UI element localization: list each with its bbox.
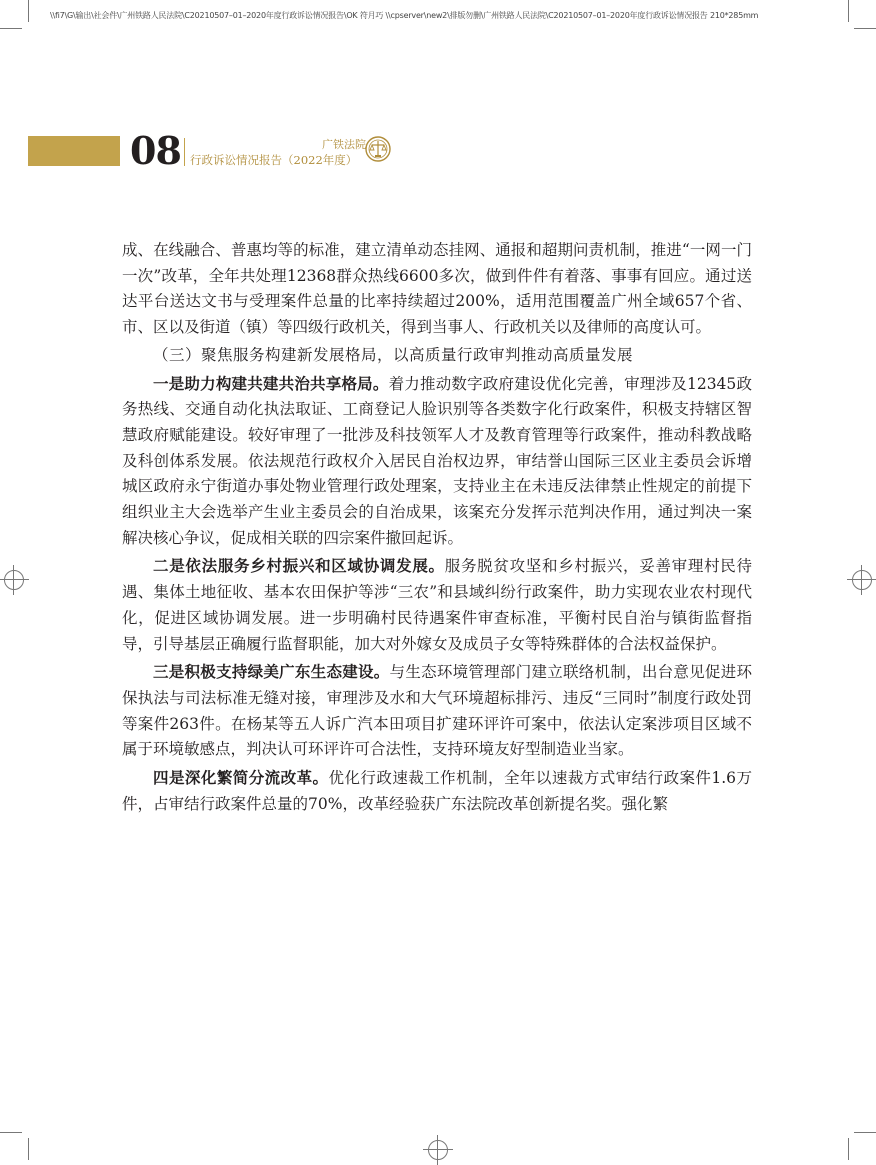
- crop-mark-top-right-h: [854, 28, 876, 29]
- crop-mark-top-left-h: [0, 28, 22, 29]
- header-divider: [184, 138, 185, 166]
- paragraph-3: [122, 659, 752, 763]
- paragraph-1-lead: 一是助力构建共建共治共享格局。: [153, 373, 389, 393]
- paragraph-4: [122, 765, 752, 817]
- paragraph-1-text: 着力推动数字政府建设优化完善，审理涉及12345政务热线、交通自动化执法取证、工商登记人脸识别等各类数字化行政案件，积极支持辖区智慧政府赋能建设。较好审理了一批涉及科技领军人才及教育管理等行政案件，推动科教战略及科创体系发展。依法规范行政权介入居民自治权边界，审结誉山国际三区业主委员会诉增城区政府永宁街道办事处物业管理行政处理案，支持业主在未违反法律禁止性规定的前提下组织业主大会选举产生业主委员会的自治成果，该案充分发挥示范判决作用，通过判决一案解决核心争议，促成相关联的四宗案件撤回起诉。: [122, 374, 752, 547]
- header-accent-bar: [28, 136, 120, 166]
- registration-mark-left-icon: [4, 570, 24, 590]
- page-number: 08: [130, 128, 181, 173]
- body-content: [122, 238, 752, 817]
- paragraph-2-text: 服务脱贫攻坚和乡村振兴，妥善审理村民待遇、集体土地征收、基本农田保护等涉“三农”和县域纠纷行政案件，助力实现农业农村现代化，促进区域协调发展。进一步明确村民待遇案件审查标准，平衡村民自治与镇街监督指导，引导基层正确履行监督职能，加大对外嫁女及成员子女等特殊群体的合法权益保护。: [122, 557, 752, 653]
- paragraph-4-lead: 四是深化繁简分流改革。: [153, 768, 329, 788]
- print-trim-header: \\fi7\G\输出\社会件\广州铁路人民法院\C20210507–01–2020年度行政诉讼情况报告\OK 符月巧 \\cpserver\new2\排版勿删\广州铁路人民法院\C20210507–01–2020年度行政诉讼情况报告 210*285mm: [50, 11, 759, 20]
- section-heading-3: （三）聚焦服务构建新发展格局，以高质量行政审判推动高质量发展: [153, 345, 634, 364]
- paragraph-4-text: 优化行政速裁工作机制，全年以速裁方式审结行政案件1.6万件，占审结行政案件总量的70%，改革经验获广东法院改革创新提名奖。强化繁: [122, 769, 752, 813]
- header-report-title: 行政诉讼情况报告（2022年度）: [190, 153, 358, 167]
- crop-mark-bottom-right-h: [854, 1132, 876, 1133]
- paragraph-2: [122, 553, 752, 657]
- paragraph-3-text: 与生态环境管理部门建立联络机制，出台意见促进环保执法与司法标准无缝对接，审理涉及水和大气环境超标排污、违反“三同时”制度行政处罚等案件263件。在杨某等五人诉广汽本田项目扩建环评许可案中，依法认定案涉项目区域不属于环境敏感点，判决认可环评许可合法性，支持环境友好型制造业当家。: [122, 663, 752, 759]
- registration-mark-right-icon: [852, 570, 872, 590]
- paragraph-3-lead: 三是积极支持绿美广东生态建设。: [153, 662, 390, 682]
- crop-mark-top-left-v: [28, 0, 29, 22]
- paragraph-2-lead: 二是依法服务乡村振兴和区域协调发展。: [153, 556, 445, 576]
- paragraph-1: [122, 371, 752, 552]
- header-court-name: 广铁法院: [322, 138, 366, 151]
- paragraph-continued: 成、在线融合、普惠均等的标准，建立清单动态挂网、通报和超期问责机制，推进“一网一门一次”改革，全年共处理12368群众热线6600多次，做到件件有着落、事事有回应。通过送达平台送达文书与受理案件总量的比率持续超过200%，适用范围覆盖广州全域657个省、市、区以及街道（镇）等四级行政机关，得到当事人、行政机关以及律师的高度认可。: [122, 241, 752, 337]
- court-emblem-icon: [364, 134, 392, 164]
- crop-mark-bottom-right-v: [848, 1138, 849, 1160]
- crop-mark-bottom-left-v: [28, 1138, 29, 1160]
- registration-mark-bottom-icon: [428, 1140, 448, 1160]
- crop-mark-bottom-left-h: [0, 1132, 22, 1133]
- crop-mark-top-right-v: [848, 0, 849, 22]
